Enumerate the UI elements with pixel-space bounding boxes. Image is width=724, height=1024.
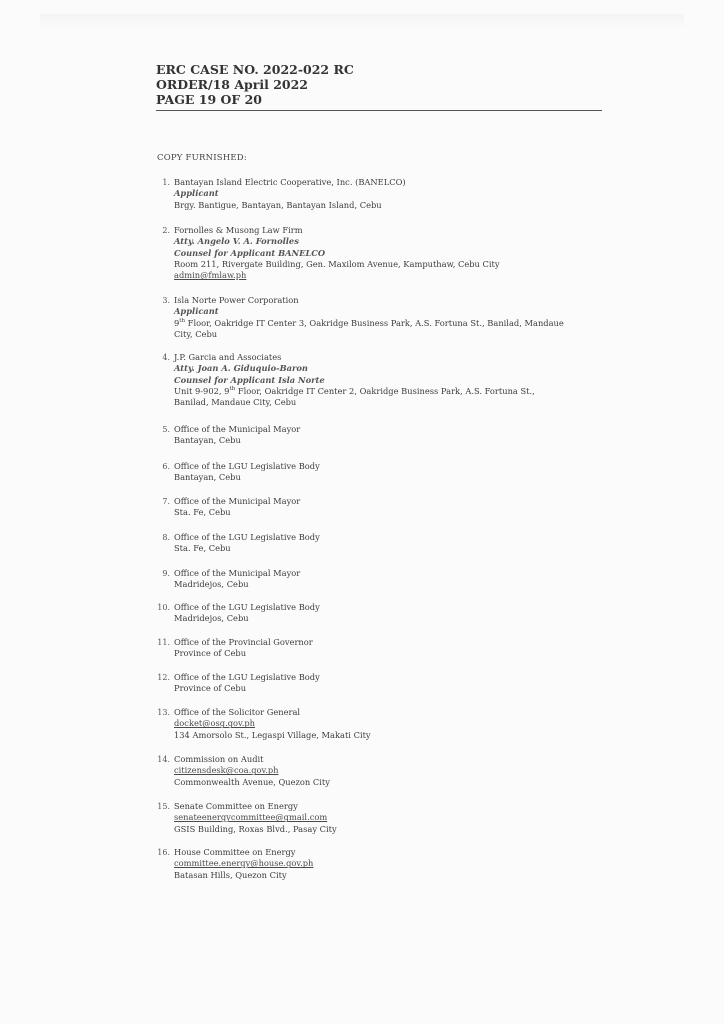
item-body [174, 637, 614, 660]
item-number: 9. [162, 569, 170, 578]
address-line: 134 Amorsolo St., Legaspi Village, Makati City [174, 729, 371, 740]
address-line: Bantayan, Cebu [174, 472, 241, 483]
item-body [174, 295, 614, 340]
item-number: 1. [162, 178, 170, 187]
item-body [174, 532, 614, 555]
designation-text: Counsel for Applicant BANELCO [174, 247, 326, 258]
address-line: Sta. Fe, Cebu [174, 543, 231, 554]
case-header [156, 62, 602, 111]
item-number: 10. [157, 603, 170, 612]
item-number: 15. [157, 802, 170, 811]
email-link[interactable]: citizensdesk@coa.gov.ph [174, 765, 279, 776]
item-number: 8. [162, 533, 170, 542]
email-link[interactable]: docket@osg.gov.ph [174, 718, 256, 729]
address-line: Commission on Audit [174, 754, 264, 764]
item-body [174, 847, 614, 881]
address-line: Room 211, Rivergate Building, Gen. Maxilom Avenue, Kamputhaw, Cebu City [174, 258, 500, 269]
item-number: 6. [162, 462, 170, 471]
address-line: Sta. Fe, Cebu [174, 507, 231, 518]
item-number: 13. [157, 708, 170, 717]
address-line: 9th Floor, Oakridge IT Center 3, Oakridge Business Park, A.S. Fortuna St., Banilad, Mandaue [174, 317, 564, 328]
item-body [174, 707, 614, 741]
address-line: Batasan Hills, Quezon City [174, 869, 287, 880]
item-number: 11. [157, 638, 170, 647]
address-line: Commonwealth Avenue, Quezon City [174, 776, 330, 787]
address-line: Office of the Provincial Governor [174, 637, 313, 647]
address-line: GSIS Building, Roxas Blvd., Pasay City [174, 823, 337, 834]
address-line: City, Cebu [174, 328, 218, 339]
designation-text: Atty. Angelo V. A. Fornolles [174, 236, 299, 247]
address-line: Isla Norte Power Corporation [174, 295, 299, 305]
address-line: Senate Committee on Energy [174, 801, 298, 811]
designation-text: Atty. Joan A. Giduquio-Baron [174, 363, 308, 374]
item-body [174, 352, 614, 408]
designation-text: Applicant [174, 306, 219, 317]
item-body [174, 177, 614, 211]
address-line: Office of the Solicitor General [174, 707, 301, 717]
address-line: Madridejos, Cebu [174, 579, 249, 590]
page-number: PAGE 19 OF 20 [156, 92, 262, 107]
item-body [174, 568, 614, 591]
item-body [174, 672, 614, 695]
address-line: Province of Cebu [174, 648, 247, 659]
address-line: Brgy. Bantigue, Bantayan, Bantayan Island, Cebu [174, 199, 382, 210]
designation-text: Counsel for Applicant Isla Norte [174, 374, 325, 385]
email-link[interactable]: committee.energy@house.gov.ph [174, 858, 314, 869]
address-line: Office of the LGU Legislative Body [174, 461, 320, 471]
item-number: 4. [162, 353, 170, 362]
address-line: Banilad, Mandaue City, Cebu [174, 397, 297, 408]
address-line: Office of the LGU Legislative Body [174, 602, 320, 612]
item-body [174, 496, 614, 519]
item-number: 7. [162, 497, 170, 506]
address-line: Madridejos, Cebu [174, 613, 249, 624]
item-body [174, 225, 614, 281]
item-number: 16. [157, 848, 170, 857]
address-line: Office of the LGU Legislative Body [174, 532, 320, 542]
email-link[interactable]: senateenergycommittee@gmail.com [174, 812, 328, 823]
copy-furnished-heading: COPY FURNISHED: [157, 153, 247, 163]
address-line: Fornolles & Musong Law Firm [174, 225, 303, 235]
address-line: Office of the Municipal Mayor [174, 496, 301, 506]
item-number: 14. [157, 755, 170, 764]
address-line: House Committee on Energy [174, 847, 296, 857]
item-number: 12. [157, 673, 170, 682]
scan-artifact [40, 14, 684, 28]
case-number: ERC CASE NO. 2022-022 RC [156, 62, 354, 77]
order-date: ORDER/18 April 2022 [156, 77, 309, 92]
address-line: Bantayan, Cebu [174, 435, 241, 446]
item-body [174, 424, 614, 447]
address-line: Bantayan Island Electric Cooperative, Inc. (BANELCO) [174, 177, 406, 187]
designation-text: Applicant [174, 188, 219, 199]
address-line: J.P. Garcia and Associates [174, 352, 282, 362]
item-number: 3. [162, 296, 170, 305]
item-body [174, 801, 614, 835]
address-line: Office of the Municipal Mayor [174, 424, 301, 434]
address-line: Office of the Municipal Mayor [174, 568, 301, 578]
item-number: 5. [162, 425, 170, 434]
address-line: Office of the LGU Legislative Body [174, 672, 320, 682]
address-line: Province of Cebu [174, 683, 247, 694]
email-link[interactable]: admin@fmlaw.ph [174, 270, 247, 281]
item-body [174, 602, 614, 625]
item-body [174, 461, 614, 484]
item-number: 2. [162, 226, 170, 235]
address-line: Unit 9-902, 9th Floor, Oakridge IT Center 2, Oakridge Business Park, A.S. Fortuna St., [174, 385, 535, 396]
item-body [174, 754, 614, 788]
